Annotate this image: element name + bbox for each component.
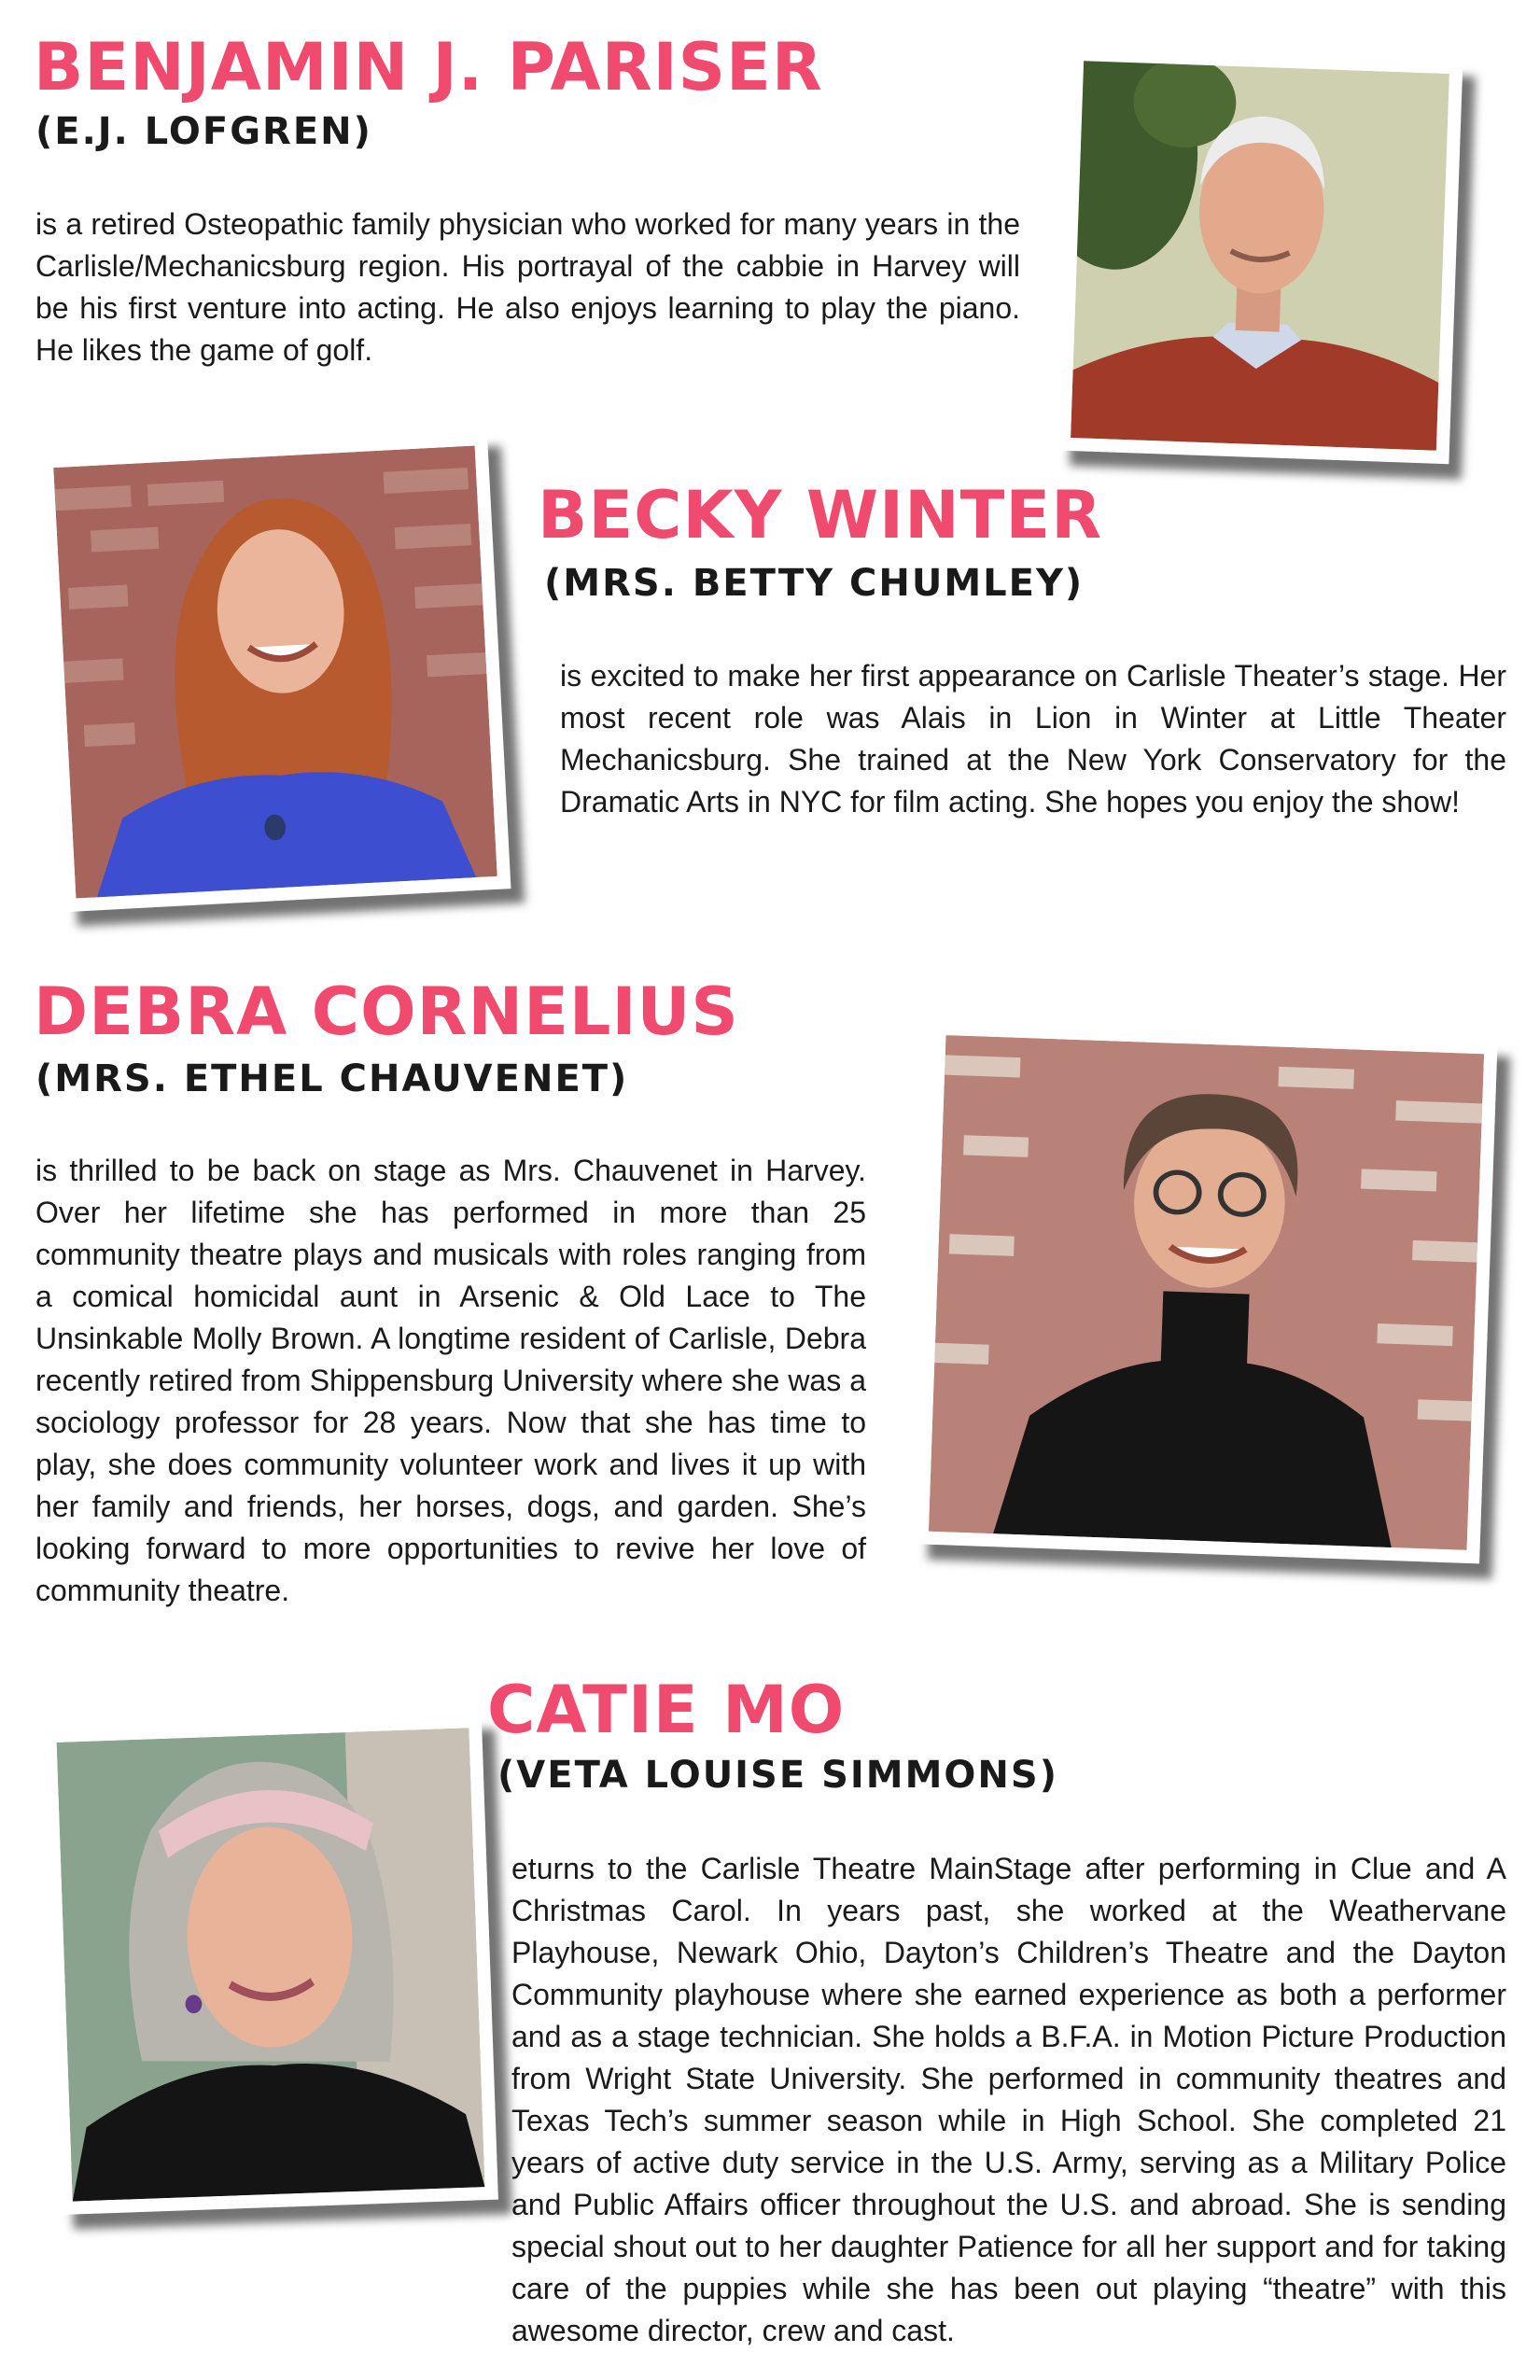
cast-name-benjamin-pariser: BENJAMIN J. PARISER xyxy=(34,29,823,105)
cast-name-catie-mo: CATIE MO xyxy=(487,1672,846,1748)
cast-name-debra-cornelius: DEBRA CORNELIUS xyxy=(34,973,739,1050)
cast-bio-benjamin-pariser: is a retired Osteopathic family physician who worked for many years in the Carlisle/Mechanicsburg region. His portrayal of the cabbie in Harvey will be his first venture into acting. He also enjoys learning to play the piano. He likes the game of golf. xyxy=(35,207,1020,367)
cast-role-betty-chumley: (MRS. BETTY CHUMLEY) xyxy=(544,562,1085,605)
cast-role-ethel-chauvenet: (MRS. ETHEL CHAUVENET) xyxy=(35,1057,629,1100)
headshot-catie-mo xyxy=(43,1715,498,2215)
cast-bio-debra-cornelius: is thrilled to be back on stage as Mrs. Chauvenet in Harvey. Over her lifetime she has performed in more than 25 community theatre plays and musicals with roles ranging from a comical homicidal aunt in Arsenic & Old Lace to The Unsinkable Molly Brown. A longtime resident of Carlisle, Debra recently retired from Shippensburg University where she was a sociology professor for 28 years. Now that she has time to play, she does community volunteer work and lives it up with her family and friends, her horses, dogs, and garden. She’s looking forward to more opportunities to revive her love of community theatre. xyxy=(35,1154,866,1607)
cast-bio-becky-winter: is excited to make her first appearance on Carlisle Theater’s stage. Her most recent role was Alais in Lion in Winter at Little Theater Mechanicsburg. She trained at the New York Conservatory for the Dramatic Arts in NYC for film acting. She hopes you enjoy the show! xyxy=(560,659,1506,819)
cast-name-becky-winter: BECKY WINTER xyxy=(538,477,1103,553)
cast-role-ej-lofgren: (E.J. LOFGREN) xyxy=(35,110,372,153)
headshot-benjamin-pariser xyxy=(1057,48,1463,464)
cast-bio-catie-mo: eturns to the Carlisle Theatre MainStage after performing in Clue and A Christmas Carol. In years past, she worked at the Weathervane Playhouse, Newark Ohio, Dayton’s Children’s Theatre and the Dayton Community playhouse where she earned experience as both a performer and as a stage technician. She holds a B.F.A. in Motion Picture Production from Wright State University. She performed in community theatres and Texas Tech’s summer season while in High School. She completed 21 years of active duty service in the U.S. Army, serving as a Military Police and Public Affairs officer throughout the U.S. and abroad. She is sending special shout out to her daughter Patience for all her support and for taking care of the puppies while she has been out playing “theatre” with this awesome director, crew and cast. xyxy=(511,1852,1506,2347)
headshot-becky-winter xyxy=(40,432,511,912)
cast-role-veta-louise-simmons: (VETA LOUISE SIMMONS) xyxy=(497,1754,1058,1797)
headshot-debra-cornelius xyxy=(915,1022,1497,1564)
